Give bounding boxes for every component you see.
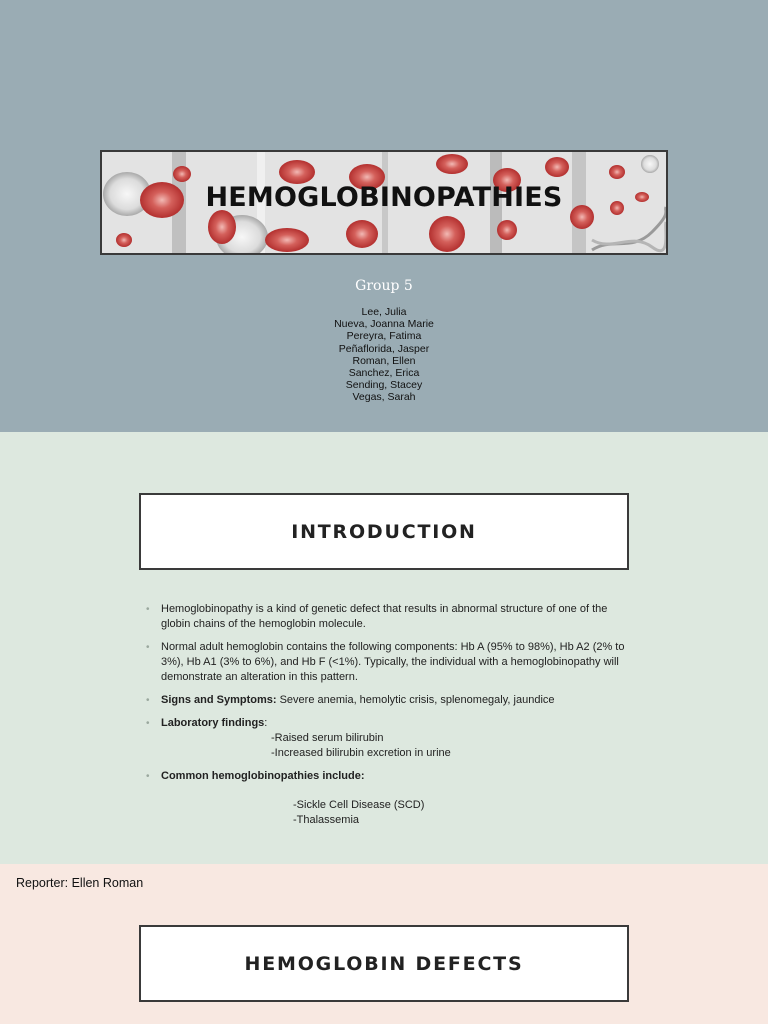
bullet-text: Hemoglobinopathy is a kind of genetic defect that results in abnormal structure of one of the globin chains of the hemoglobin molecule. [161, 603, 608, 630]
bullet-item [146, 716, 626, 761]
bullet-label: Laboratory findings [161, 717, 265, 729]
introduction-title-box [139, 493, 629, 570]
introduction-slide [0, 432, 768, 864]
member-name: Nueva, Joanna Marie [334, 318, 434, 331]
hemoglobinopathy-line: -Thalassemia [293, 814, 360, 826]
bullet-colon: : [264, 717, 268, 729]
bullet-item [146, 769, 626, 828]
hemoglobinopathy-line: -Sickle Cell Disease (SCD) [293, 799, 425, 811]
bullet-label: Common hemoglobinopathies include: [161, 770, 365, 782]
bullet-text: Normal adult hemoglobin contains the following components: Hb A (95% to 98%), Hb A2 (2% to 3%), Hb A1 (3% to 6%), and Hb F (<1%). Typically, the individual with a hemoglobinopathy will demonstrate an alteration in this pattern. [161, 641, 625, 683]
presentation-title: HEMOGLOBINOPATHIES [205, 182, 563, 213]
bullet-item [146, 693, 626, 708]
member-name: Sending, Stacey [345, 379, 423, 392]
member-list [0, 306, 768, 404]
member-name: Lee, Julia [361, 306, 407, 318]
member-name: Vegas, Sarah [352, 391, 416, 404]
bullet-item [146, 602, 626, 632]
introduction-bullet-list [146, 602, 626, 836]
lab-finding-line: -Increased bilirubin excretion in urine [271, 747, 451, 759]
member-name: Roman, Ellen [352, 354, 416, 367]
reporter-label: Reporter: Ellen Roman [16, 876, 144, 890]
member-name: Sanchez, Erica [348, 367, 420, 380]
lab-finding-line: -Raised serum bilirubin [271, 732, 384, 744]
bullet-item [146, 640, 626, 685]
defects-title: HEMOGLOBIN DEFECTS [244, 952, 524, 975]
introduction-title: INTRODUCTION [291, 520, 477, 543]
member-name: Pereyra, Fatima [346, 330, 422, 343]
defects-title-box [139, 925, 629, 1002]
hemoglobin-defects-slide [0, 864, 768, 1024]
title-banner [100, 150, 668, 255]
member-name: Peñaflorida, Jasper [338, 342, 430, 355]
group-label: Group 5 [355, 278, 413, 294]
bullet-label: Signs and Symptoms: [161, 694, 277, 706]
bullet-text: Severe anemia, hemolytic crisis, splenomegaly, jaundice [276, 694, 555, 706]
title-slide [0, 0, 768, 432]
